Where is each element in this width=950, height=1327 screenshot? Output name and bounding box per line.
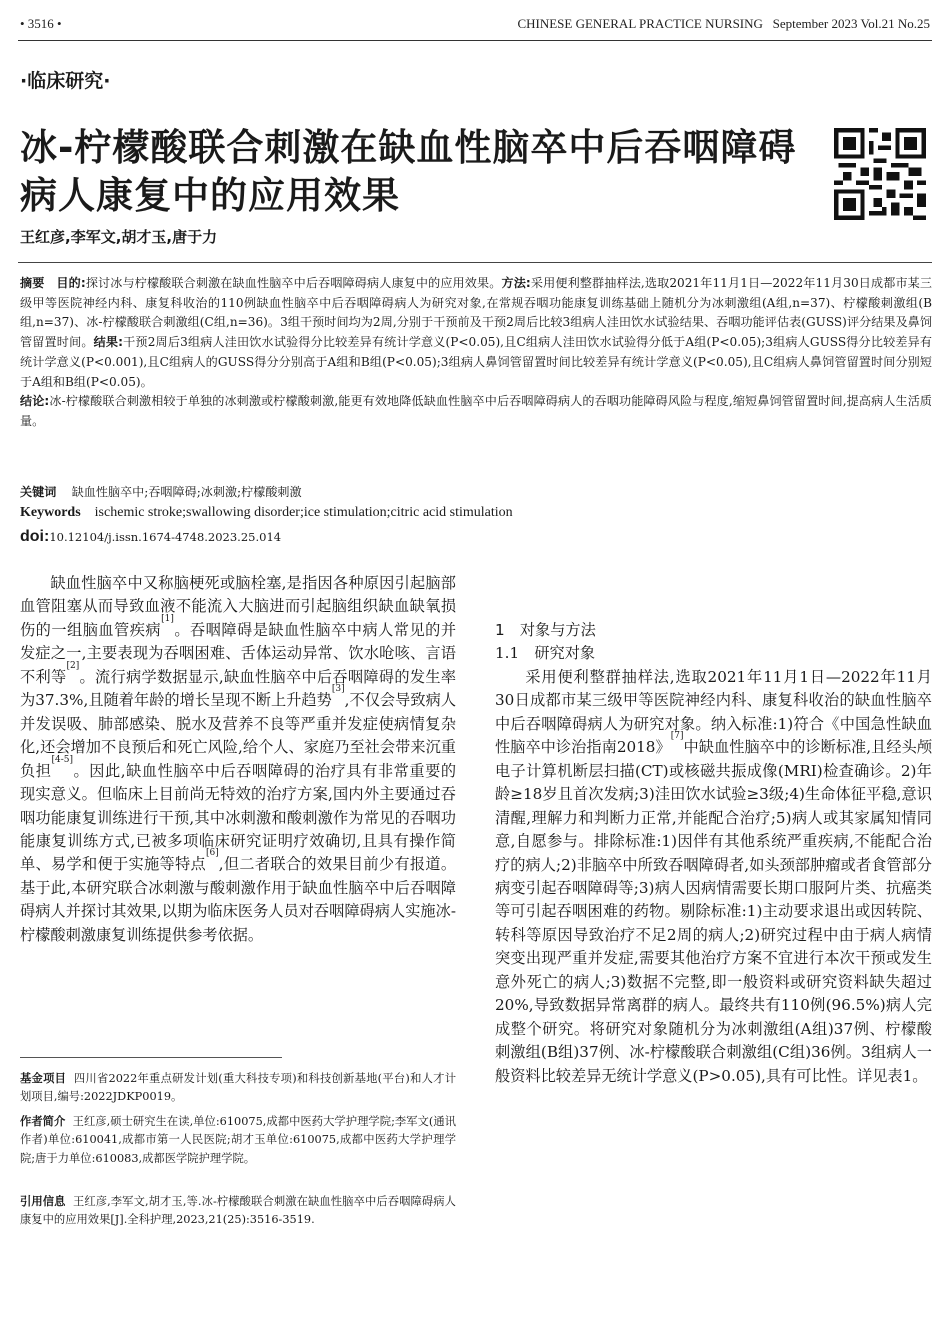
footnote-rule (20, 1057, 282, 1058)
body-text: 缺血性脑卒中又称脑梗死或脑栓塞,是指因各种原因引起脑部血管阻塞从而导致血液不能流入大脑进而引起脑组织缺血缺氧损伤的一组脑血管疾病 (20, 574, 456, 639)
body-text: 采用便利整群抽样法,选取2021年11月1日—2022年11月30日成都市某三级甲等医院神经内科、康复科收治的缺血性脑卒中后吞咽障碍病人为研究对象。纳入标准:1)符合《中国急性缺血性脑卒中诊治指南2018》 (495, 667, 932, 757)
keywords-label: 关键词 (20, 485, 57, 499)
body-column-left (20, 572, 456, 947)
body-text: 。吞咽障碍是缺血性脑卒中病人常见的并发症之一,主要表现为吞咽困难、舌体运动异常、饮水呛咳、言语不利等 (20, 620, 457, 686)
keywords-en-text: ischemic stroke;swallowing disorder;ice stimulation;citric acid stimulation (94, 505, 513, 520)
intro-paragraph (20, 572, 456, 947)
citation-ref: [6] (205, 848, 219, 859)
methods-label: 方法: (501, 276, 531, 290)
doi (20, 528, 281, 546)
title-rule (18, 262, 932, 263)
abstract-methods: 采用便利整群抽样法,选取2021年11月1日—2022年11月30日成都市某三级甲等医院神经内科、康复科收治的110例缺血性脑卒中后吞咽障碍病人为研究对象,在常规吞咽功能康复训练基础上随机分为冰刺激组(A组,n=37)、柠檬酸刺激组(B组,n=37)、冰-柠檬酸联合刺激组(C组,n=36)。3组干预时间均为2周,分别于干预前及干预2周后比较3组病人洼田饮水试验结果、吞咽功能评估表(GUSS)评分结果及鼻饲管留置时间。 (20, 276, 932, 350)
journal-header (517, 16, 930, 32)
methods-section (495, 619, 932, 1088)
abstract-objective: 探讨冰与柠檬酸联合刺激在缺血性脑卒中后吞咽障碍病人康复中的应用效果。 (85, 276, 502, 290)
header-rule (18, 40, 932, 41)
citation-ref: [2] (66, 660, 80, 671)
body-text: ,但二者联合的效果目前少有报道。基于此,本研究联合冰刺激与酸刺激作用于缺血性脑卒中后吞咽障碍病人并探讨其效果,以期为临床医务人员对吞咽障碍病人实施冰-柠檬酸刺激康复训练提供参考依据。 (20, 855, 457, 944)
abstract-results: 干预2周后3组病人洼田饮水试验得分比较差异有统计学意义(P<0.05),且C组病人洼田饮水试验得分低于A组(P<0.05);3组病人GUSS得分比较差异有统计学意义(P<0.001),且C组病人的GUSS得分分别高于A组和B组(P<0.05);3组病人鼻饲管留置时间比较差异有统计学意义(P<0.05),且C组病人鼻饲管留置时间分别短于A组和B组(P<0.05)。 (20, 335, 932, 389)
body-text: ,不仅会导致病人并发误吸、肺部感染、脱水及营养不良等严重并发症使病情复杂化,还会增加不良预后和死亡风险,给个人、家庭乃至社会带来沉重负担 (20, 691, 457, 780)
section-heading-1: 1 对象与方法 (495, 621, 596, 639)
author-note (20, 1113, 456, 1168)
body-text: 中缺血性脑卒中的诊断标准,且经头颅电子计算机断层扫描(CT)或核磁共振成像(MRI)检查确诊。2)年龄≥18岁且首次发病;3)洼田饮水试验≥3级;4)生命体征平稳,意识清醒,理解力和判断力正常,并能配合治疗;5)病人或其家属知情同意,自愿参与。排除标准:1)因伴有其他系统严重疾病,不能配合治疗的病人;2)非脑卒中所致吞咽障碍者,如头颈部肿瘤或者食管部分病变引起吞咽障碍等;3)病人因病情需要长期口服阿片类、抗癌类等可引起吞咽困难的药物。剔除标准:1)主动要求退出或因转院、转科等原因导致治疗不足2周的病人;2)研究过程中由于病人病情突变出现严重并发症,需要其他治疗方案不宜进行本次干预或发生意外死亡的病人;3)数据不完整,即一般资料或研究资料缺失超过20%,导致数据异常离群的病人。最终共有110例(96.5%)病人完成整个研究。将研究对象随机分为冰刺激组(A组)37例、柠檬酸刺激组(B组)37例、冰-柠檬酸联合刺激组(C组)36例。3组病人一般资料比较差异无统计学意义(P>0.05),具有可比性。详见表1。 (495, 738, 933, 1085)
doi-label: doi: (20, 528, 50, 545)
objective-label: 目的: (56, 276, 86, 290)
author-note-text: 王红彦,硕士研究生在读,单位:610075,成都中医药大学护理学院;李军文(通讯作者)单位:610041,成都市第一人民医院;胡才玉单位:610075,成都中医药大学护理学院;唐于力单位:610083,成都医学院护理学院。 (20, 1115, 456, 1165)
fund-note (20, 1070, 456, 1107)
fund-label: 基金项目 (20, 1072, 67, 1085)
methods-paragraph (495, 666, 932, 1088)
conclusion-label: 结论: (20, 394, 50, 409)
citation-text: 王红彦,李军文,胡才玉,等.冰-柠檬酸联合刺激在缺血性脑卒中后吞咽障碍病人康复中的应用效果[J].全科护理,2023,21(25):3516-3519. (20, 1195, 456, 1227)
results-label: 结果: (93, 335, 123, 350)
abstract-conclusion: 冰-柠檬酸联合刺激相较于单独的冰刺激或柠檬酸刺激,能更有效地降低缺血性脑卒中后吞咽障碍病人的吞咽功能障碍风险与程度,缩短鼻饲管留置时间,提高病人生活质量。 (20, 394, 932, 428)
section-label: ·临床研究· (20, 70, 111, 92)
author-list: 王红彦,李军文,胡才玉,唐于力 (20, 228, 218, 246)
keywords-en (20, 505, 513, 521)
article-title: 冰-柠檬酸联合刺激在缺血性脑卒中后吞咽障碍病人康复中的应用效果 (20, 126, 797, 217)
journal-name: CHINESE GENERAL PRACTICE NURSING (517, 16, 763, 31)
author-note-label: 作者简介 (20, 1115, 66, 1128)
keywords-cn (20, 482, 302, 502)
body-text: 。流行病学数据显示,缺血性脑卒中后吞咽障碍的发生率为37.3%,且随着年龄的增长呈现不断上升趋势 (20, 667, 457, 710)
citation-ref: [1] (161, 613, 174, 624)
abstract-label: 摘要 (20, 276, 45, 290)
section-heading-1-1: 1.1 研究对象 (495, 644, 596, 663)
citation-note (20, 1193, 456, 1230)
fund-text: 四川省2022年重点研发计划(重大科技专项)和科技创新基地(平台)和人才计划项目,编号:2022JDKP0019。 (20, 1072, 456, 1104)
citation-ref: [4-5] (51, 754, 73, 765)
keywords-text: 缺血性脑卒中;吞咽障碍;冰刺激;柠檬酸刺激 (71, 485, 302, 499)
keywords-en-label: Keywords (20, 505, 81, 520)
doi-value: 10.12104/j.issn.1674-4748.2023.25.014 (49, 530, 282, 544)
journal-issue: September 2023 Vol.21 No.25 (772, 16, 930, 31)
page-number: • 3516 • (20, 16, 62, 31)
qr-code-icon (834, 128, 926, 220)
citation-ref: [3] (331, 684, 345, 695)
body-text: 。因此,缺血性脑卒中后吞咽障碍的治疗具有非常重要的现实意义。但临床上目前尚无特效的治疗方案,国内外主要通过吞咽功能康复训练进行干预,其中冰刺激和酸刺激作为常见的吞咽功能康复训练方式,已被多项临床研究证明疗效确切,且具有操作简单、易学和便于实施等特点 (20, 761, 457, 874)
citation-ref: [7] (670, 731, 684, 742)
abstract (20, 274, 932, 432)
citation-label: 引用信息 (20, 1195, 66, 1208)
